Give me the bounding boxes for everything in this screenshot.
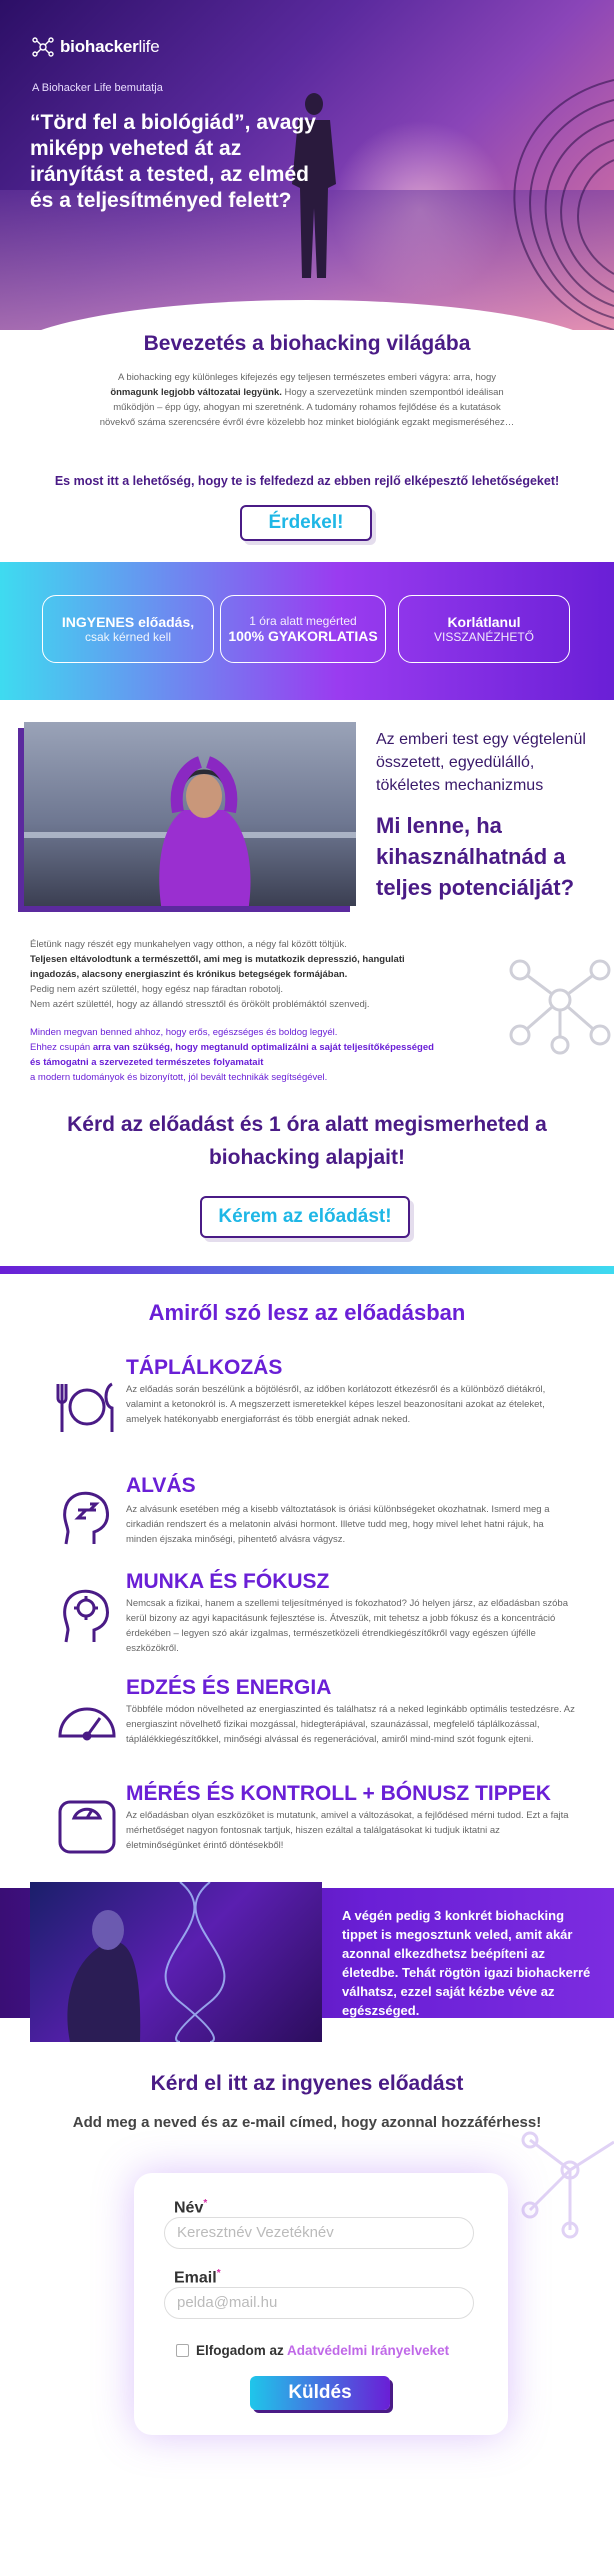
form-heading: Kérd el itt az ingyenes előadást bbox=[150, 2072, 464, 2095]
consent-checkbox[interactable] bbox=[176, 2344, 189, 2357]
feature-practical bbox=[220, 595, 386, 663]
sleep-icon bbox=[54, 1484, 120, 1550]
p1-line4: Nem azért születtél, hogy az állandó stressztől és örökölt problémáktól szenvedj. bbox=[30, 999, 370, 1010]
p2-line2a: Ehhez csupán bbox=[30, 1042, 91, 1053]
intro-text-b: Hogy a szervezetünk minden szempontból ideálisan működjön – épp úgy, ahogyan mi szeretnénk. A tudomány rohamos fejlődése és a kutatások növekvő száma szerencsére évről évre közelebb hoz minket biológiánk egzakt megismeréséhez… bbox=[99, 387, 515, 428]
consent-prefix: Elfogadom az bbox=[196, 2343, 284, 2358]
potential-lead: Az emberi test egy végtelenül összetett, egyedülálló, tökéletes mechanizmus bbox=[376, 731, 586, 794]
features-banner bbox=[0, 562, 614, 700]
brand-name: biohacker bbox=[60, 37, 139, 56]
potential-paragraph-1 bbox=[30, 937, 450, 1012]
topics-heading: Amiről szó lesz az előadásban bbox=[148, 1300, 466, 1325]
dna-scientist-image bbox=[30, 1882, 322, 2042]
molecule-decoration-icon bbox=[500, 950, 614, 1060]
request-lecture-button[interactable]: Kérem az előadást! bbox=[200, 1196, 410, 1238]
focus-icon bbox=[54, 1582, 120, 1648]
form-subheading: Add meg a neved és az e-mail címed, hogy azonnal hozzáférhess! bbox=[72, 2114, 542, 2131]
hero-title: “Törd fel a biológiád”, avagy miképp veheted át az irányítást a tested, az elméd és a teljesítményed felett? bbox=[30, 111, 316, 212]
name-label-text: Név bbox=[174, 2199, 204, 2217]
brand-logo[interactable] bbox=[32, 36, 159, 58]
hero-fingerprint-lines bbox=[430, 60, 614, 330]
name-input[interactable]: Keresztnév Vezetéknév bbox=[164, 2217, 474, 2249]
privacy-policy-link[interactable]: Adatvédelmi Irányelveket bbox=[287, 2343, 450, 2358]
hero-section bbox=[0, 0, 614, 330]
intro-heading: Bevezetés a biohacking világába bbox=[143, 332, 471, 355]
topic-text-sleep: Az alvásunk esetében még a kisebb változtatások is óriási különbségeket okozhatnak. Ismerd meg a cirkadián rendszert és a melatonin alvási hormont. Illetve tudd meg, hogy mivel lehet hatni rájuk, ha minden éjszaka minőségi, pihentető alvásra vágysz. bbox=[126, 1504, 550, 1545]
email-input[interactable]: pelda@mail.hu bbox=[164, 2287, 474, 2319]
intro-paragraph bbox=[98, 370, 516, 430]
energy-icon bbox=[54, 1688, 120, 1754]
intro-cta-line: Es most itt a lehetőség, hogy te is felfedezd az ebben rejlő elképesztő lehetőségeket! bbox=[54, 474, 560, 488]
potential-paragraph-2 bbox=[30, 1025, 440, 1085]
feature-replay-line2: VISSZANÉZHETŐ bbox=[433, 630, 534, 644]
form-molecule-decoration-icon bbox=[520, 2130, 614, 2240]
topic-title-sleep: ALVÁS bbox=[126, 1474, 196, 1497]
hoodie-man-photo bbox=[24, 722, 356, 906]
email-label-text: Email bbox=[174, 2269, 217, 2287]
man-figure bbox=[144, 752, 264, 906]
topic-title-focus: MUNKA ÉS FÓKUSZ bbox=[126, 1570, 330, 1593]
feature-free-line2: csak kérned kell bbox=[84, 630, 172, 644]
feature-replay-line1: Korlátlanul bbox=[447, 614, 521, 630]
p1-bold: Teljesen eltávolodtunk a természettől, ami meg is mutatkozik depresszió, hangulati ingadozás, alacsony energiaszint és krónikus betegségek formájában. bbox=[30, 954, 405, 980]
scale-icon bbox=[54, 1792, 120, 1858]
topic-title-measure: MÉRÉS ÉS KONTROLL + BÓNUSZ TIPPEK bbox=[126, 1782, 551, 1805]
feature-free bbox=[42, 595, 214, 663]
email-label bbox=[174, 2268, 221, 2287]
topic-text-training: Többféle módon növelheted az energiaszinted és találhatsz rá a neked leginkább optimális testedzésre. Az energiaszint növelhető fizikai mozgással, hidegterápiával, szaunázással, megfelelő táplálkozással, táplálékkiegészítőkkel, minőségi alvással és regenerációval, amiről mind-mind szót fogunk ejteni. bbox=[126, 1704, 575, 1745]
topic-title-training: EDZÉS ÉS ENERGIA bbox=[126, 1676, 332, 1699]
feature-free-line1: INGYENES előadás, bbox=[61, 614, 195, 630]
brand-suffix: life bbox=[138, 37, 160, 56]
feature-practical-line2: 100% GYAKORLATIAS bbox=[228, 628, 378, 644]
p1-line1: Életünk nagy részét egy munkahelyen vagy otthon, a négy fal között töltjük. bbox=[30, 939, 347, 950]
p2-line1: Minden megvan benned ahhoz, hogy erős, egészséges és boldog legyél. bbox=[30, 1027, 338, 1038]
section-divider bbox=[0, 1266, 614, 1274]
interested-button[interactable]: Érdekel! bbox=[240, 505, 372, 541]
topic-text-nutrition: Az előadás során beszélünk a böjtölésről, az időben korlátozott étkezésről és a különböző diétákról, valamint a ketonokról is. A megszerzett ismeretekkel képes leszel beazonosítani azokat az ételeket, amelyek hatékonyabb energiaforrást és több energiát adnak neked. bbox=[126, 1384, 546, 1425]
bonus-text: A végén pedig 3 konkrét biohacking tippet is megosztunk veled, amit akár azonnal elkezdhetsz beépíteni az életedbe. Tehát rögtön igazi biohackerré válhatsz, ezzel saját kézbe véve az egészséged. bbox=[342, 1908, 591, 2018]
potential-headline: Mi lenne, ha kihasználhatnád a teljes potenciálját? bbox=[376, 813, 575, 900]
intro-text-bold: önmagunk legjobb változatai legyünk. bbox=[110, 387, 282, 398]
feature-practical-line1: 1 óra alatt megérted bbox=[249, 614, 357, 628]
intro-text-a: A biohacking egy különleges kifejezés egy teljesen természetes emberi vágyra: arra, hogy bbox=[117, 372, 497, 383]
p1-line3: Pedig nem azért születtél, hogy egész nap fáradtan robotolj. bbox=[30, 984, 283, 995]
food-icon bbox=[54, 1374, 120, 1440]
hero-presents: A Biohacker Life bemutatja bbox=[32, 82, 163, 94]
consent-label bbox=[196, 2343, 449, 2358]
p2-bold: arra van szükség, hogy megtanuld optimalizálni a saját teljesítőképességed és támogatni a szervezeted természetes folyamatait bbox=[30, 1042, 434, 1068]
name-required-mark: * bbox=[203, 2198, 208, 2209]
feature-replay bbox=[398, 595, 570, 663]
topic-text-measure: Az előadásban olyan eszközöket is mutatunk, amivel a változásokat, a fejlődésed mérni tudod. Ezt a fajta mérhetőséget nagyon fontosnak tartjuk, hiszen ezáltal a találgatásokat ki tudjuk iktatni az életminőségünket érintő döntésekből! bbox=[126, 1810, 569, 1851]
topic-title-nutrition: TÁPLÁLKOZÁS bbox=[126, 1356, 283, 1379]
cta2-heading: Kérd az előadást és 1 óra alatt megismerheted a biohacking alapjait! bbox=[67, 1113, 547, 1169]
p2-line3: a modern tudományok és bizonyított, jól bevált technikák segítségével. bbox=[30, 1072, 328, 1083]
submit-button[interactable]: Küldés bbox=[250, 2376, 390, 2410]
brand-molecule-icon bbox=[32, 36, 54, 58]
name-label bbox=[174, 2198, 207, 2217]
topic-text-focus: Nemcsak a fizikai, hanem a szellemi teljesítményed is fokozhatod? Jó helyen jársz, az előadásban szóba kerül bizony az agyi kapacitásunk fejlesztése is. Átveszük, mit tehetsz a jobb fókusz és a koncentráció érdekében – legyen szó akár izgalmas, természetközeli étrendkiegészítőkről vagy egészen újfélle eszközökről. bbox=[126, 1598, 568, 1654]
email-required-mark: * bbox=[216, 2268, 221, 2279]
